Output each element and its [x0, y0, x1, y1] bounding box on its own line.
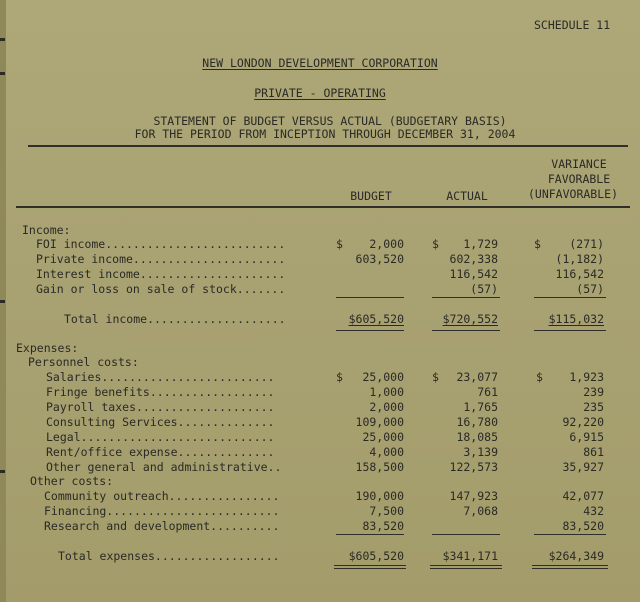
actual-value: 116,542	[449, 267, 498, 281]
row-label: FOI income..........................	[36, 237, 286, 251]
currency-sign: $	[336, 237, 343, 251]
table-row	[6, 400, 640, 414]
budget-value: 2,000	[369, 237, 404, 251]
table-row	[6, 430, 640, 444]
table-row	[6, 489, 640, 503]
variance-value: 116,542	[555, 267, 604, 281]
row-label: Salaries.........................	[46, 370, 275, 384]
budget-value: 603,520	[355, 252, 404, 266]
total-income-budget: $605,520	[348, 312, 404, 326]
actual-value: 3,139	[463, 445, 498, 459]
actual-value: 147,923	[449, 489, 498, 503]
currency-sign: $	[432, 237, 439, 251]
other-costs-heading: Other costs:	[30, 474, 114, 488]
double-rule	[430, 565, 502, 566]
binding-mark	[0, 38, 5, 41]
total-income-row	[6, 312, 640, 326]
variance-value: 861	[583, 445, 604, 459]
variance-header-line1: VARIANCE	[551, 157, 607, 171]
table-row	[6, 267, 640, 281]
binding-mark	[0, 470, 5, 473]
column-header-rule	[16, 206, 630, 208]
double-rule	[532, 565, 608, 566]
budget-column-header: BUDGET	[350, 189, 392, 203]
table-row	[6, 370, 640, 384]
binding-mark	[0, 300, 5, 303]
currency-sign: $	[534, 237, 541, 251]
variance-value: 1,923	[569, 370, 604, 384]
double-rule	[334, 568, 406, 569]
double-rule	[432, 330, 500, 331]
table-row	[6, 385, 640, 399]
row-label: Consulting Services..............	[46, 415, 275, 429]
row-label: Financing.........................	[44, 504, 280, 518]
row-label: Private income......................	[36, 252, 286, 266]
statement-title: STATEMENT OF BUDGET VERSUS ACTUAL (BUDGETARY BASIS)	[153, 114, 507, 128]
subtotal-rule	[336, 297, 404, 298]
actual-value: 122,573	[449, 460, 498, 474]
row-label: Fringe benefits..................	[46, 385, 275, 399]
variance-header-line3: (UNFAVORABLE)	[527, 187, 618, 201]
budget-value: 25,000	[362, 370, 404, 384]
subtotal-rule	[432, 534, 500, 535]
row-label: Payroll taxes....................	[46, 400, 275, 414]
document-page	[6, 0, 640, 602]
total-income-variance: $115,032	[548, 312, 604, 326]
subtotal-rule	[432, 297, 500, 298]
currency-sign: $	[336, 370, 343, 384]
row-label: Other general and administrative..	[46, 460, 282, 474]
table-row	[6, 504, 640, 518]
table-row	[6, 519, 640, 533]
statement-period: FOR THE PERIOD FROM INCEPTION THROUGH DECEMBER 31, 2004	[134, 127, 516, 141]
actual-value: 23,077	[456, 370, 498, 384]
variance-value: (271)	[569, 237, 604, 251]
variance-value: 6,915	[569, 430, 604, 444]
variance-value: 239	[583, 385, 604, 399]
total-expenses-actual: $341,171	[442, 549, 498, 563]
actual-value: (57)	[470, 282, 498, 296]
double-rule	[334, 565, 406, 566]
actual-value: 1,765	[463, 400, 498, 414]
variance-value: 83,520	[562, 519, 604, 533]
variance-value: 432	[583, 504, 604, 518]
row-label: Legal............................	[46, 430, 275, 444]
table-row	[6, 282, 640, 296]
total-expenses-label: Total expenses..................	[58, 549, 280, 563]
total-income-label: Total income....................	[64, 312, 286, 326]
actual-value: 1,729	[463, 237, 498, 251]
budget-value: 109,000	[355, 415, 404, 429]
variance-header-line2: FAVORABLE	[547, 172, 611, 186]
table-row	[6, 445, 640, 459]
total-expenses-budget: $605,520	[348, 549, 404, 563]
double-rule	[534, 330, 606, 331]
table-row	[6, 252, 640, 266]
table-row	[6, 415, 640, 429]
expenses-heading: Expenses:	[16, 341, 79, 355]
currency-sign: $	[536, 370, 543, 384]
variance-value: 42,077	[562, 489, 604, 503]
budget-value: 2,000	[369, 400, 404, 414]
schedule-label: SCHEDULE 11	[534, 18, 611, 32]
row-label: Interest income.....................	[36, 267, 286, 281]
actual-value: 7,068	[463, 504, 498, 518]
total-expenses-variance: $264,349	[548, 549, 604, 563]
subtotal-rule	[534, 534, 606, 535]
binding-mark	[0, 72, 5, 75]
table-row	[6, 460, 640, 474]
actual-column-header: ACTUAL	[446, 189, 488, 203]
variance-value: (57)	[576, 282, 604, 296]
personnel-costs-heading: Personnel costs:	[28, 355, 139, 369]
actual-value: 602,338	[449, 252, 498, 266]
subtotal-rule	[336, 534, 404, 535]
row-label: Gain or loss on sale of stock.......	[36, 282, 286, 296]
actual-value: 761	[477, 385, 498, 399]
header-rule	[28, 145, 628, 147]
double-rule	[430, 568, 502, 569]
variance-value: 92,220	[562, 415, 604, 429]
budget-value: 83,520	[362, 519, 404, 533]
currency-sign: $	[432, 370, 439, 384]
total-expenses-row	[6, 549, 640, 563]
budget-value: 4,000	[369, 445, 404, 459]
income-heading: Income:	[22, 223, 71, 237]
company-name: NEW LONDON DEVELOPMENT CORPORATION	[202, 56, 438, 70]
row-label: Research and development..........	[44, 519, 280, 533]
fund-name: PRIVATE - OPERATING	[254, 86, 386, 100]
actual-value: 18,085	[456, 430, 498, 444]
budget-value: 7,500	[369, 504, 404, 518]
budget-value: 190,000	[355, 489, 404, 503]
actual-value: 16,780	[456, 415, 498, 429]
total-income-actual: $720,552	[442, 312, 498, 326]
row-label: Community outreach................	[44, 489, 280, 503]
variance-value: (1,182)	[555, 252, 604, 266]
double-rule	[532, 568, 608, 569]
row-label: Rent/office expense..............	[46, 445, 275, 459]
double-rule	[336, 330, 404, 331]
budget-value: 1,000	[369, 385, 404, 399]
budget-value: 158,500	[355, 460, 404, 474]
variance-value: 35,927	[562, 460, 604, 474]
variance-value: 235	[583, 400, 604, 414]
budget-value: 25,000	[362, 430, 404, 444]
table-row	[6, 237, 640, 251]
subtotal-rule	[534, 297, 606, 298]
